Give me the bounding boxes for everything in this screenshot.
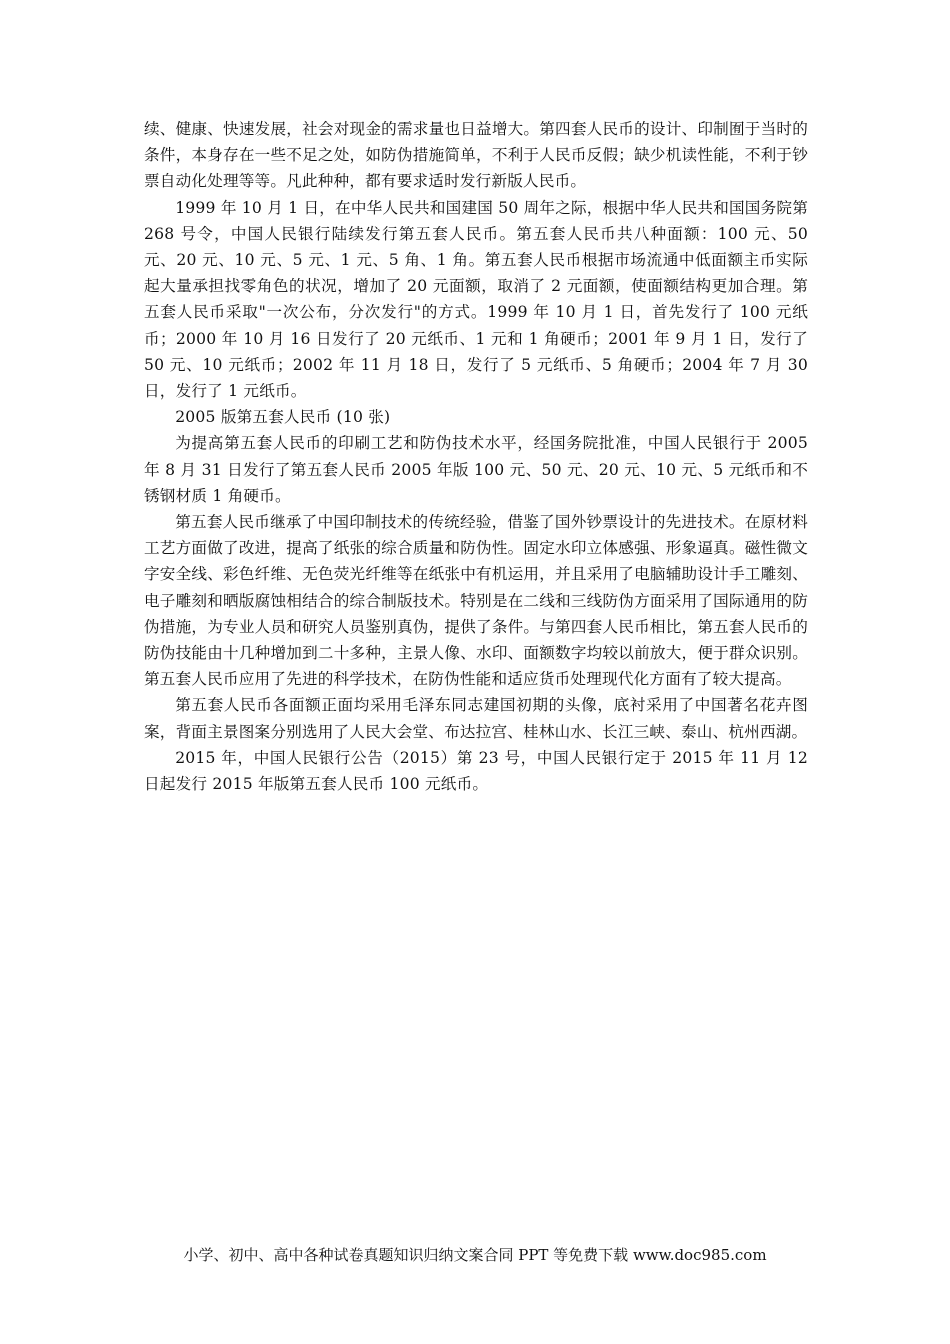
paragraph-fifth-series-issue: 1999 年 10 月 1 日，在中华人民共和国建国 50 周年之际，根据中华人民共和国国务院第 268 号令，中国人民银行陆续发行第五套人民币。第五套人民币共八种面额：100 元、50 元、20 元、10 元、5 元、1 元、5 角、1 角。第五套人民币根据市场流通中低面额主币实际起大量承担找零角色的状况，增加了 20 元面额，取消了 2 元面额，使面额结构更加合理。第五套人民币采取"一次公布，分次发行"的方式。1999 年 10 月 1 日，首先发行了 100 元纸币；2000 年 10 月 16 日发行了 20 元纸币、1 元和 1 角硬币；2001 年 9 月 1 日，发行了 50 元、10 元纸币；2002 年 11 月 18 日，发行了 5 元纸币、5 角硬币；2004 年 7 月 30 日，发行了 1 元纸币。: [144, 198, 808, 401]
paragraph-continuation: 续、健康、快速发展，社会对现金的需求量也日益增大。第四套人民币的设计、印制囿于当时的条件，本身存在一些不足之处，如防伪措施简单，不利于人民币反假；缺少机读性能，不利于钞票自动化处理等等。凡此种种，都有要求适时发行新版人民币。: [144, 120, 808, 191]
section-heading-2005-edition: 2005 版第五套人民币 (10 张): [175, 408, 391, 427]
paragraph-2005-edition: 为提高第五套人民币的印刷工艺和防伪技术水平，经国务院批准，中国人民银行于 2005 年 8 月 31 日发行了第五套人民币 2005 年版 100 元、50 元、20 元、10 元、5 元纸币和不锈钢材质 1 角硬币。: [144, 434, 808, 505]
page-footer: 小学、初中、高中各种试卷真题知识归纳文案合同 PPT 等免费下载 www.doc985.com: [183, 1246, 767, 1264]
paragraph-anti-counterfeit: 第五套人民币继承了中国印制技术的传统经验，借鉴了国外钞票设计的先进技术。在原材料工艺方面做了改进，提高了纸张的综合质量和防伪性。固定水印立体感强、形象逼真。磁性微文字安全线、彩色纤维、无色荧光纤维等在纸张中有机运用，并且采用了电脑辅助设计手工雕刻、电子雕刻和晒版腐蚀相结合的综合制版技术。特别是在二线和三线防伪方面采用了国际通用的防伪措施，为专业人员和研究人员鉴别真伪，提供了条件。与第四套人民币相比，第五套人民币的防伪技能由十几种增加到二十多种，主景人像、水印、面额数字均较以前放大，便于群众识别。第五套人民币应用了先进的科学技术，在防伪性能和适应货币处理现代化方面有了较大提高。: [144, 513, 808, 689]
paragraph-design: 第五套人民币各面额正面均采用毛泽东同志建国初期的头像，底衬采用了中国著名花卉图案，背面主景图案分别选用了人民大会堂、布达拉宫、桂林山水、长江三峡、泰山、杭州西湖。: [144, 696, 808, 741]
paragraph-2015-edition: 2015 年，中国人民银行公告（2015）第 23 号，中国人民银行定于 2015 年 11 月 12 日起发行 2015 年版第五套人民币 100 元纸币。: [144, 748, 808, 794]
document-body: [144, 116, 808, 797]
